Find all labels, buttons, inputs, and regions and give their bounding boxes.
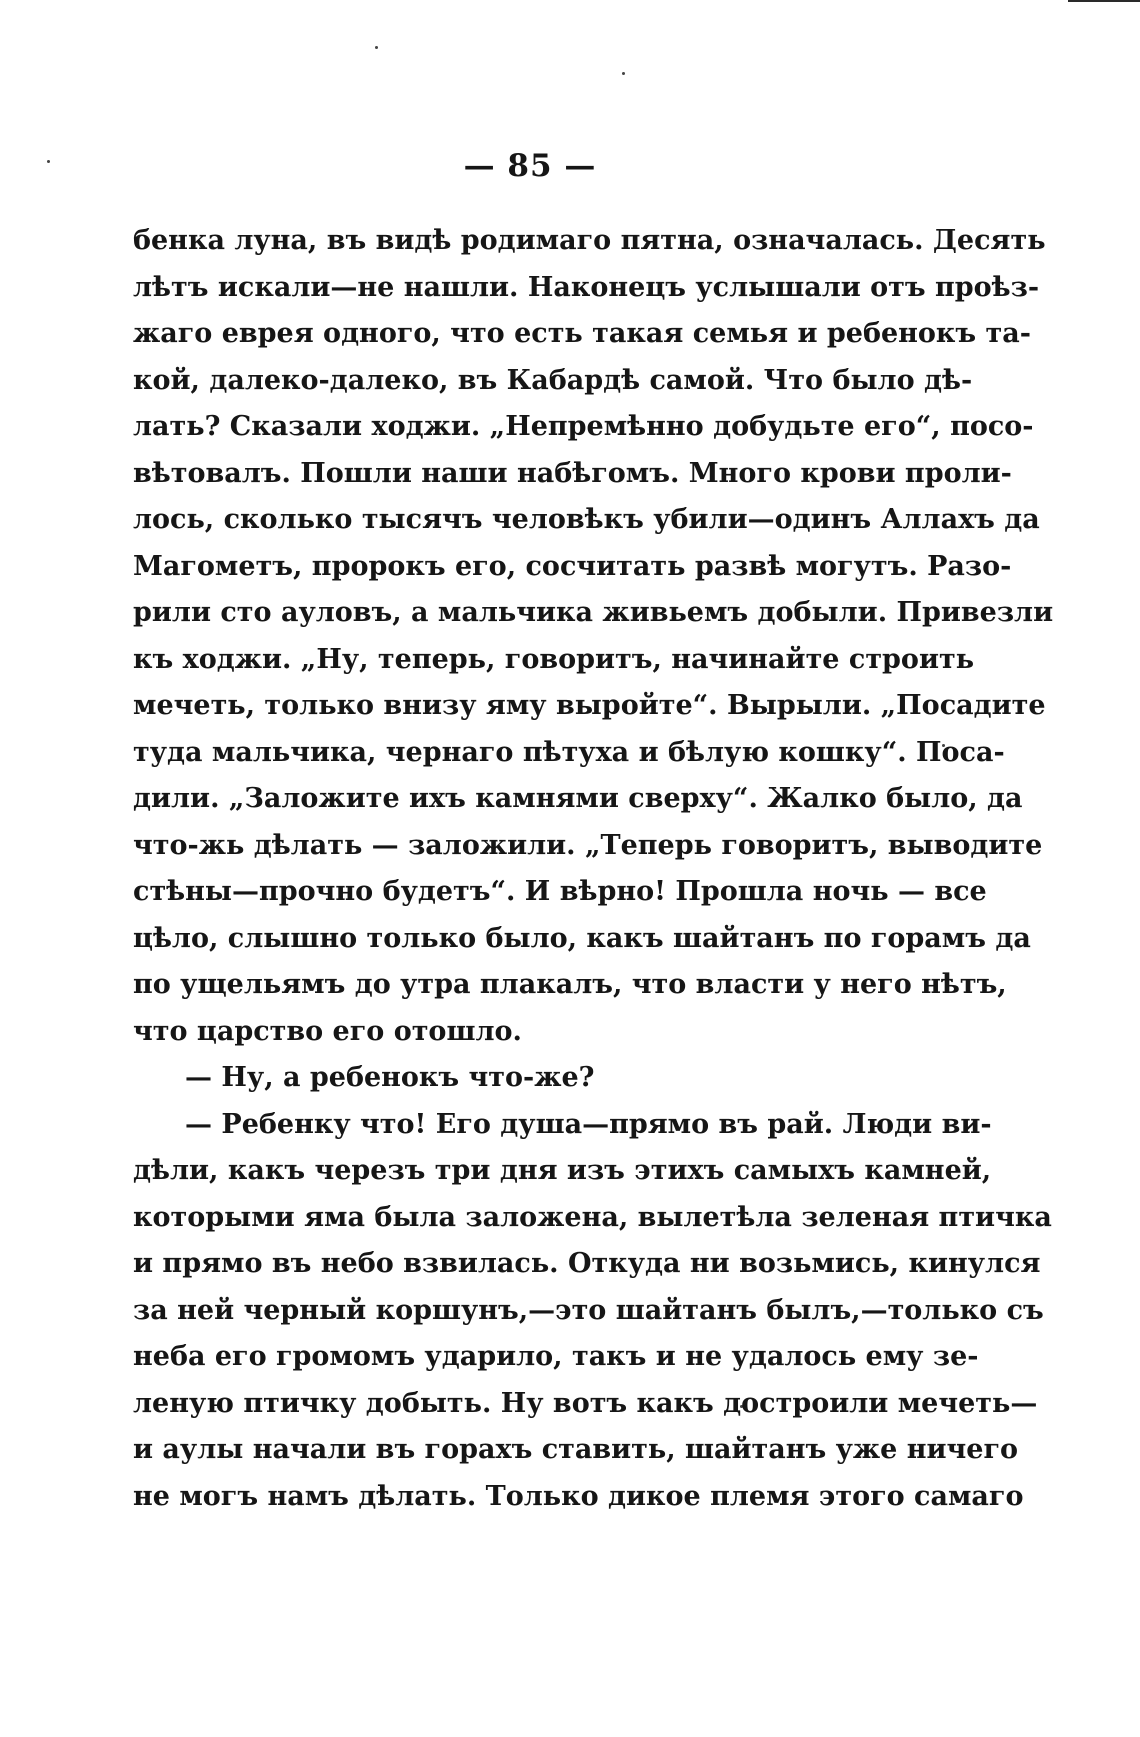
text-line: туда мальчика, чернаго пѣтуха и бѣлую кошку“. Поса- bbox=[133, 736, 1005, 768]
text-line: къ ходжи. „Ну, теперь, говоритъ, начинайте строить bbox=[133, 643, 975, 675]
text-line: лать? Сказали ходжи. „Непремѣнно добудьте его“, посо- bbox=[133, 411, 1034, 442]
dialogue-line: — Ребенку что! Его душа—прямо въ рай. Люди ви- bbox=[185, 1108, 992, 1140]
text-line: бенка луна, въ видѣ родимаго пятна, означалась. Десять bbox=[133, 225, 1046, 256]
text-line: стѣны—прочно будетъ“. И вѣрно! Прошла ночь — все bbox=[133, 876, 987, 907]
page-number: — 85 — bbox=[463, 148, 597, 184]
text-line: вѣтовалъ. Пошли наши набѣгомъ. Много крови проли- bbox=[133, 457, 1012, 489]
text-line: за ней черный коршунъ,—это шайтанъ былъ,—только съ bbox=[133, 1294, 1044, 1326]
text-line: жаго еврея одного, что есть такая семья и ребенокъ та- bbox=[133, 318, 1031, 349]
dialogue-line: — Ну, а ребенокъ что-же? bbox=[185, 1062, 595, 1093]
text-line: не могъ намъ дѣлать. Только дикое племя этого самаго bbox=[133, 1480, 1024, 1512]
text-line: и аулы начали въ горахъ ставить, шайтанъ уже ничего bbox=[133, 1434, 1019, 1465]
text-line: лось, сколько тысячъ человѣкъ убили—одинъ Аллахъ да bbox=[133, 504, 1040, 535]
body-text bbox=[133, 218, 1054, 1520]
text-line: неба его громомъ ударило, такъ и не удалось ему зе- bbox=[133, 1341, 979, 1372]
text-line: леную птичку добыть. Ну вотъ какъ достроили мечеть— bbox=[133, 1387, 1038, 1419]
text-line: цѣло, слышно только было, какъ шайтанъ по горамъ да bbox=[133, 922, 1031, 954]
scan-speck bbox=[622, 72, 625, 75]
text-line: дѣли, какъ черезъ три дня изъ этихъ самыхъ камней, bbox=[133, 1155, 992, 1186]
text-line: лѣтъ искали—не нашли. Наконецъ услышали отъ проѣз- bbox=[133, 271, 1040, 303]
text-line: Магометъ, пророкъ его, сосчитать развѣ могутъ. Разо- bbox=[133, 550, 1012, 582]
scan-speck bbox=[375, 46, 378, 49]
text-line: дили. „Заложите ихъ камнями сверху“. Жалко было, да bbox=[133, 783, 1023, 814]
text-line: мечеть, только внизу яму выройте“. Вырыли. „Посадите bbox=[133, 690, 1046, 721]
text-line: которыми яма была заложена, вылетѣла зеленая птичка bbox=[133, 1201, 1052, 1233]
text-line: рили сто ауловъ, а мальчика живьемъ добыли. Привезли bbox=[133, 597, 1054, 628]
scan-edge-rule bbox=[1068, 0, 1140, 2]
text-line: что-жь дѣлать — заложили. „Теперь говоритъ, выводите bbox=[133, 829, 1043, 861]
text-line: и прямо въ небо взвилась. Откуда ни возьмись, кинулся bbox=[133, 1248, 1041, 1279]
text-line: по ущельямъ до утра плакалъ, что власти у него нѣтъ, bbox=[133, 969, 1007, 1000]
text-line: что царство его отошло. bbox=[133, 1015, 522, 1047]
text-line: кой, далеко-далеко, въ Кабардѣ самой. Что было дѣ- bbox=[133, 364, 973, 396]
